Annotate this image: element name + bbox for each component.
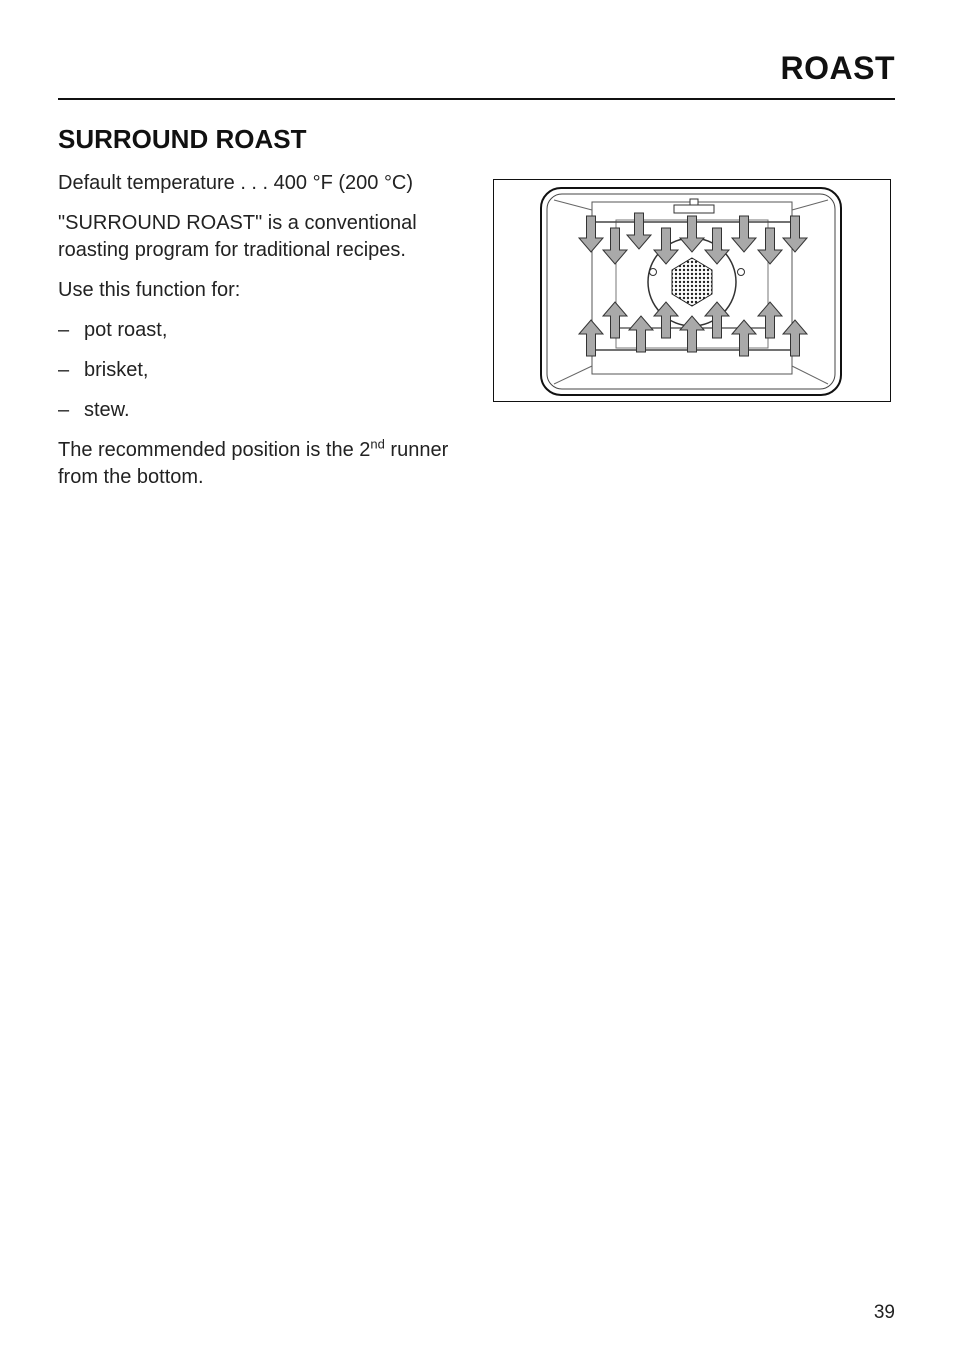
list-dash: – (58, 319, 70, 341)
position-text-after: runner from the bottom. (58, 439, 449, 488)
use-for-intro: Use this function for: (58, 279, 241, 301)
position-text-sup: nd (370, 436, 385, 452)
list-item-text: brisket, (84, 359, 149, 381)
recommended-position (58, 437, 478, 491)
text-column (58, 170, 478, 504)
list-item (58, 397, 478, 424)
position-text-before: The recommended position is the 2 (58, 439, 371, 461)
list-dash: – (58, 359, 70, 381)
page-number: 39 (873, 1302, 895, 1323)
oven-diagram (493, 179, 891, 402)
default-temperature: Default temperature . . . 400 °F (200 °C) (58, 172, 414, 194)
program-description: "SURROUND ROAST" is a conventional roasting program for traditional recipes. (58, 212, 417, 261)
list-item-text: stew. (84, 399, 130, 421)
oven-cavity-icon (494, 180, 889, 400)
header-rule (58, 98, 895, 100)
list-dash: – (58, 399, 70, 421)
list-item (58, 317, 478, 344)
list-item (58, 357, 478, 384)
list-item-text: pot roast, (84, 319, 168, 341)
page-header-title: ROAST (780, 50, 895, 86)
section-title: SURROUND ROAST (58, 124, 307, 154)
